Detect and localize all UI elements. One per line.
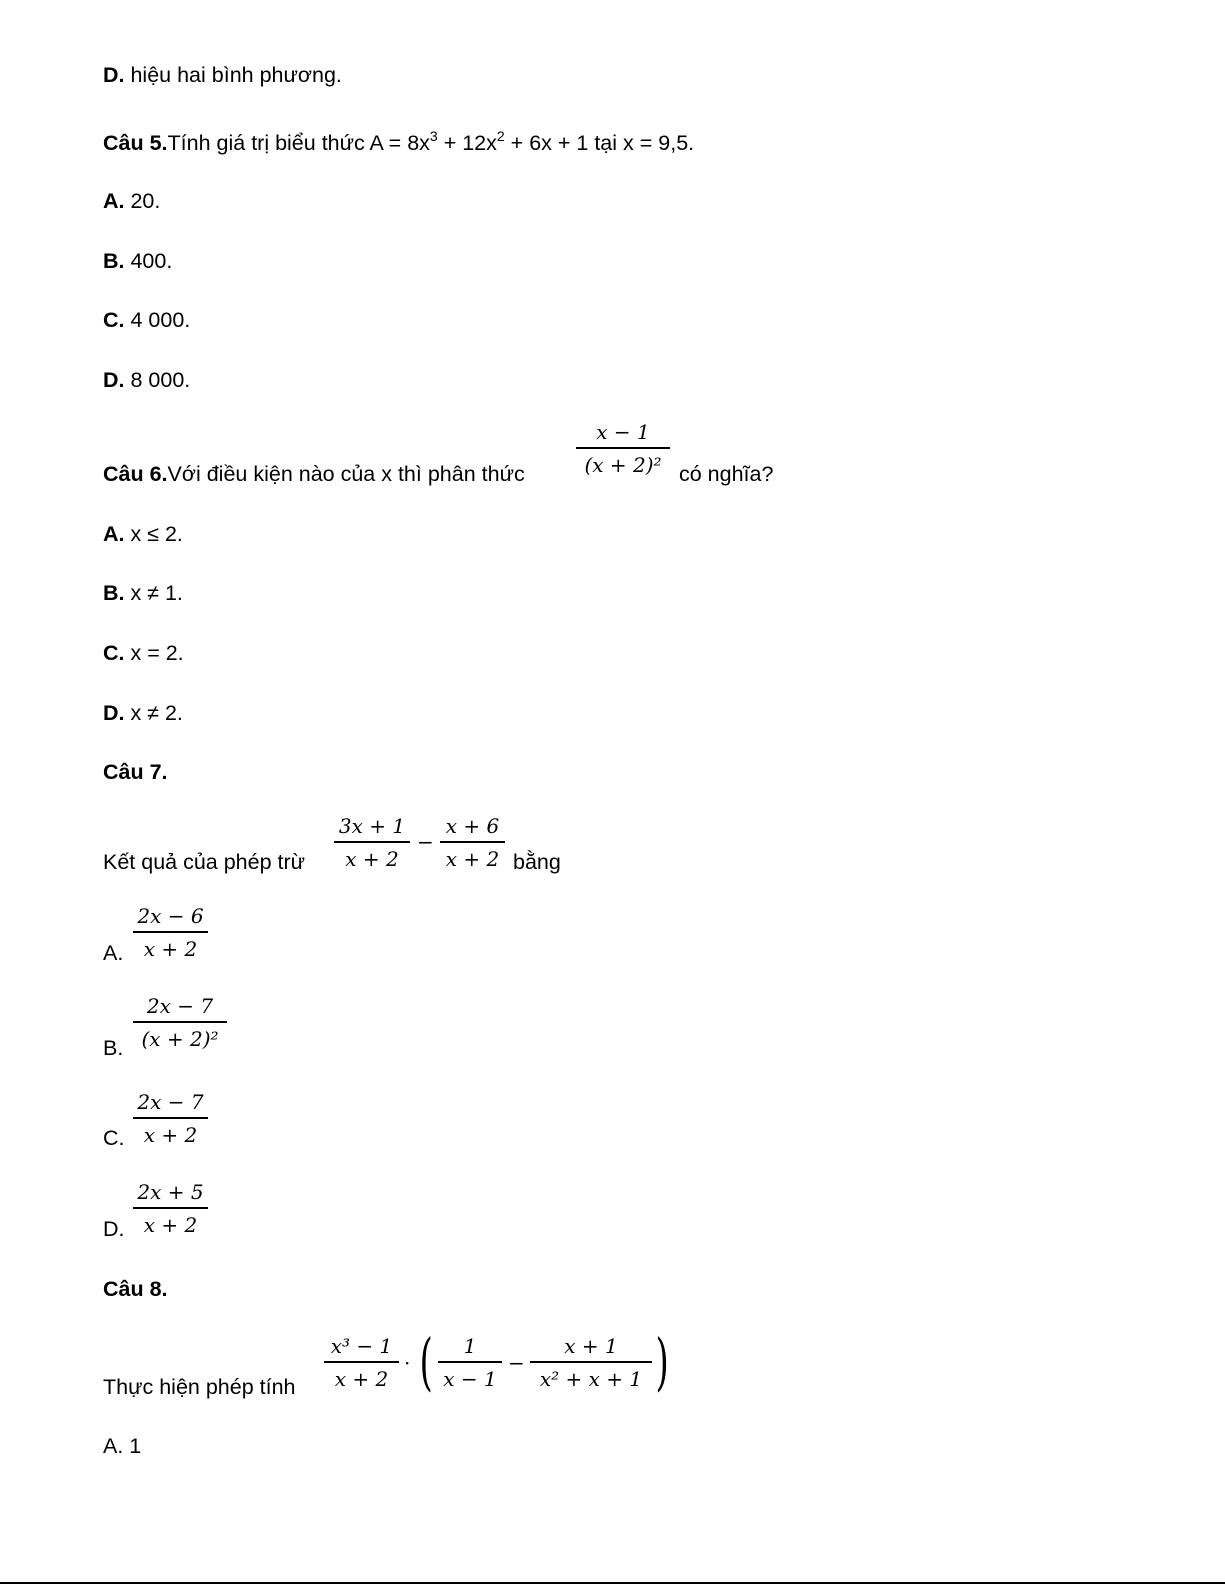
multiply-dot: ·	[404, 1351, 411, 1375]
q6-option-a	[103, 521, 183, 547]
numerator: x + 1	[564, 1334, 618, 1358]
q7-option-b-label: B.	[103, 1036, 124, 1060]
option-text: x ≠ 2.	[124, 701, 183, 725]
option-label: B.	[103, 249, 125, 273]
question-label: Câu 6.	[103, 462, 168, 486]
denominator: (x + 2)²	[584, 452, 662, 477]
numerator: 2x + 5	[137, 1180, 204, 1204]
q7-option-c-fraction	[133, 1090, 208, 1147]
fraction-bar	[324, 1361, 399, 1363]
fraction-bar	[438, 1361, 502, 1363]
numerator: 2x − 7	[146, 994, 214, 1018]
fraction-bar	[133, 1207, 208, 1209]
question-label: Câu 7.	[103, 760, 168, 784]
q6-option-c	[103, 640, 184, 666]
left-parenthesis: (	[419, 1325, 433, 1398]
q7-option-a-label: A.	[103, 941, 124, 965]
fraction-bar	[530, 1361, 652, 1363]
numerator: 3x + 1	[338, 814, 406, 838]
option-label: D.	[103, 63, 125, 87]
q5-question	[103, 130, 694, 156]
q7-question-end: bằng	[513, 850, 561, 874]
question-label: Câu 5.	[103, 131, 168, 155]
fraction-bar	[576, 447, 670, 449]
question-label: Câu 8.	[103, 1277, 168, 1301]
denominator: x² + x + 1	[539, 1366, 643, 1391]
q6-question	[103, 461, 525, 487]
option-text: 4 000.	[124, 308, 191, 332]
q5-option-b	[103, 248, 172, 274]
right-parenthesis: )	[655, 1325, 669, 1398]
option-label: C.	[103, 641, 125, 665]
exponent: 3	[429, 128, 438, 144]
option-text: 8 000.	[124, 368, 191, 392]
q7-option-d-fraction	[133, 1180, 208, 1237]
q7-option-b-fraction	[133, 994, 227, 1051]
minus-operator: −	[508, 1351, 525, 1375]
page-bottom-rule	[0, 1582, 1225, 1584]
q7-fraction-2	[440, 814, 505, 871]
q5-option-d	[103, 367, 190, 393]
numerator: 2x − 6	[137, 904, 204, 928]
option-text: 20.	[124, 189, 161, 213]
denominator: x + 2	[334, 1366, 389, 1391]
q7-question: Kết quả của phép trừ	[103, 850, 306, 874]
question-text: + 6x + 1 tại x = 9,5.	[504, 131, 695, 155]
q6-fraction	[576, 420, 670, 477]
numerator: 2x − 7	[137, 1090, 204, 1114]
denominator: x + 2	[143, 1212, 198, 1237]
q8-fraction-3	[530, 1334, 652, 1391]
option-text: x ≠ 1.	[124, 581, 183, 605]
q5-option-c	[103, 307, 190, 333]
denominator: x + 2	[143, 1122, 198, 1147]
option-text: x = 2.	[124, 641, 184, 665]
fraction-bar	[133, 1021, 227, 1023]
fraction-bar	[440, 841, 505, 843]
fraction-bar	[334, 841, 410, 843]
option-label: A.	[103, 189, 125, 213]
option-text: 1	[123, 1434, 142, 1458]
numerator: x³ − 1	[330, 1334, 393, 1358]
q5-option-a	[103, 188, 160, 214]
option-label: A.	[103, 522, 125, 546]
q6-question-end: có nghĩa?	[679, 462, 774, 486]
q7-fraction-1	[334, 814, 410, 871]
numerator: x − 1	[596, 420, 650, 444]
option-text: hiệu hai bình phương.	[124, 63, 342, 87]
q8-option-a	[103, 1433, 141, 1459]
question-text: Tính giá trị biểu thức A = 8x	[167, 131, 430, 155]
fraction-bar	[133, 1117, 208, 1119]
numerator: x + 6	[445, 814, 500, 838]
q7-label	[103, 759, 168, 785]
q8-label	[103, 1276, 168, 1302]
q7-option-c-label: C.	[103, 1126, 125, 1150]
question-text: + 12x	[437, 131, 497, 155]
fraction-bar	[133, 931, 208, 933]
option-label: A.	[103, 1434, 124, 1458]
denominator: x + 2	[445, 846, 500, 871]
option-label: B.	[103, 581, 125, 605]
q6-option-d	[103, 700, 183, 726]
q6-option-b	[103, 580, 183, 606]
denominator: x − 1	[443, 1366, 497, 1391]
option-label: D.	[103, 368, 125, 392]
question-text: Với điều kiện nào của x thì phân thức	[167, 462, 525, 486]
numerator: 1	[463, 1334, 477, 1358]
option-text: x ≤ 2.	[124, 522, 183, 546]
q8-question: Thực hiện phép tính	[103, 1375, 296, 1399]
q8-fraction-2	[438, 1334, 502, 1391]
minus-operator: −	[417, 830, 434, 854]
q8-fraction-1	[324, 1334, 399, 1391]
option-label: C.	[103, 308, 125, 332]
q7-option-d-label: D.	[103, 1217, 125, 1241]
q4-option-d	[103, 62, 342, 88]
option-label: D.	[103, 701, 125, 725]
denominator: x + 2	[143, 936, 198, 961]
q7-option-a-fraction	[133, 904, 208, 961]
exponent: 2	[496, 128, 505, 144]
option-text: 400.	[124, 249, 173, 273]
denominator: (x + 2)²	[141, 1026, 219, 1051]
denominator: x + 2	[345, 846, 399, 871]
